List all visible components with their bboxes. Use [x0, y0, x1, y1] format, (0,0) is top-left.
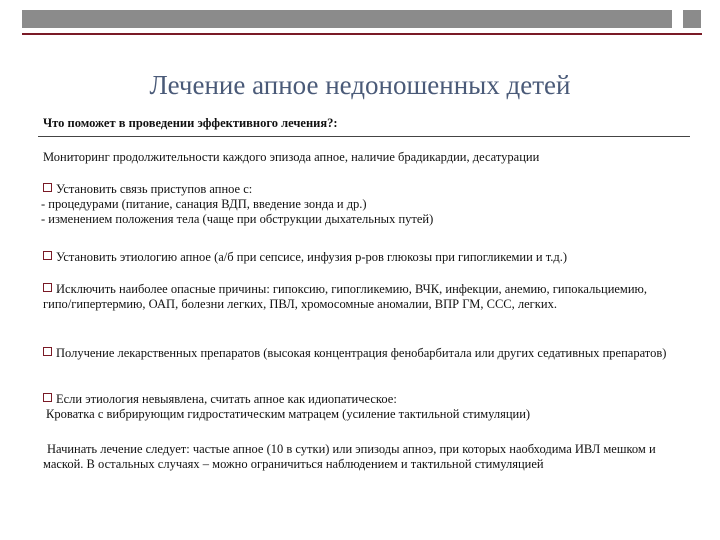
item-2 — [43, 250, 683, 265]
item-1-line-1 — [43, 182, 683, 197]
item-1-line-3: - изменением положения тела (чаще при обструкции дыхательных путей) — [41, 212, 434, 226]
item-1-text-1: Установить связь приступов апное с: — [56, 182, 253, 196]
item-3-line — [43, 282, 663, 312]
square-bullet-icon — [43, 283, 52, 292]
item-5-line-2: Кроватка с вибрирующим гидростатическим матрацем (усиление тактильной стимуляции) — [46, 407, 531, 421]
monitoring-text — [43, 150, 683, 165]
item-4 — [43, 346, 683, 361]
monitoring-line: Мониторинг продолжительности каждого эпизода апное, наличие брадикардии, десатурации — [43, 150, 540, 164]
item-4-text: Получение лекарственных препаратов (высокая концентрация фенобарбитала или других седативных препаратов) — [56, 346, 667, 360]
conclusion-text: Начинать лечение следует: частые апное (10 в сутки) или эпизоды апноэ, при которых наобходима ИВЛ мешком и маской. В остальных случаях – можно ограничиться наблюдением и тактильной стимуляцией — [43, 442, 656, 471]
item-3 — [43, 282, 663, 312]
square-bullet-icon — [43, 183, 52, 192]
square-bullet-icon — [43, 393, 52, 402]
item-5-text-1: Если этиология невыявлена, считать апное как идиопатическое: — [56, 392, 397, 406]
item-5-line-1 — [43, 392, 683, 407]
header-rule — [22, 33, 702, 35]
item-3-text: Исключить наиболее опасные причины: гипоксию, гипогликемию, ВЧК, инфекции, анемию, гипокальциемию, гипо/гипертермию, ОАП, болезни легких, ПВЛ, хромосомные аномалии, ВПР ГМ, ССС, легких. — [43, 282, 647, 311]
subheading: Что поможет в проведении эффективного лечения?: — [43, 116, 338, 130]
header-square — [683, 10, 701, 28]
header-bar — [22, 10, 672, 28]
item-1 — [43, 182, 683, 227]
item-4-line — [43, 346, 683, 361]
item-2-line — [43, 250, 683, 265]
subheading-rule — [38, 136, 690, 137]
item-1-line-2: - процедурами (питание, санация ВДП, введение зонда и др.) — [41, 197, 367, 211]
slide-title: Лечение апное недоношенных детей — [149, 70, 571, 100]
square-bullet-icon — [43, 251, 52, 260]
item-2-text: Установить этиологию апное (а/б при сепсисе, инфузия р-ров глюкозы при гипогликемии и т.д.) — [56, 250, 568, 264]
item-5 — [43, 392, 683, 422]
square-bullet-icon — [43, 347, 52, 356]
conclusion — [43, 442, 683, 472]
